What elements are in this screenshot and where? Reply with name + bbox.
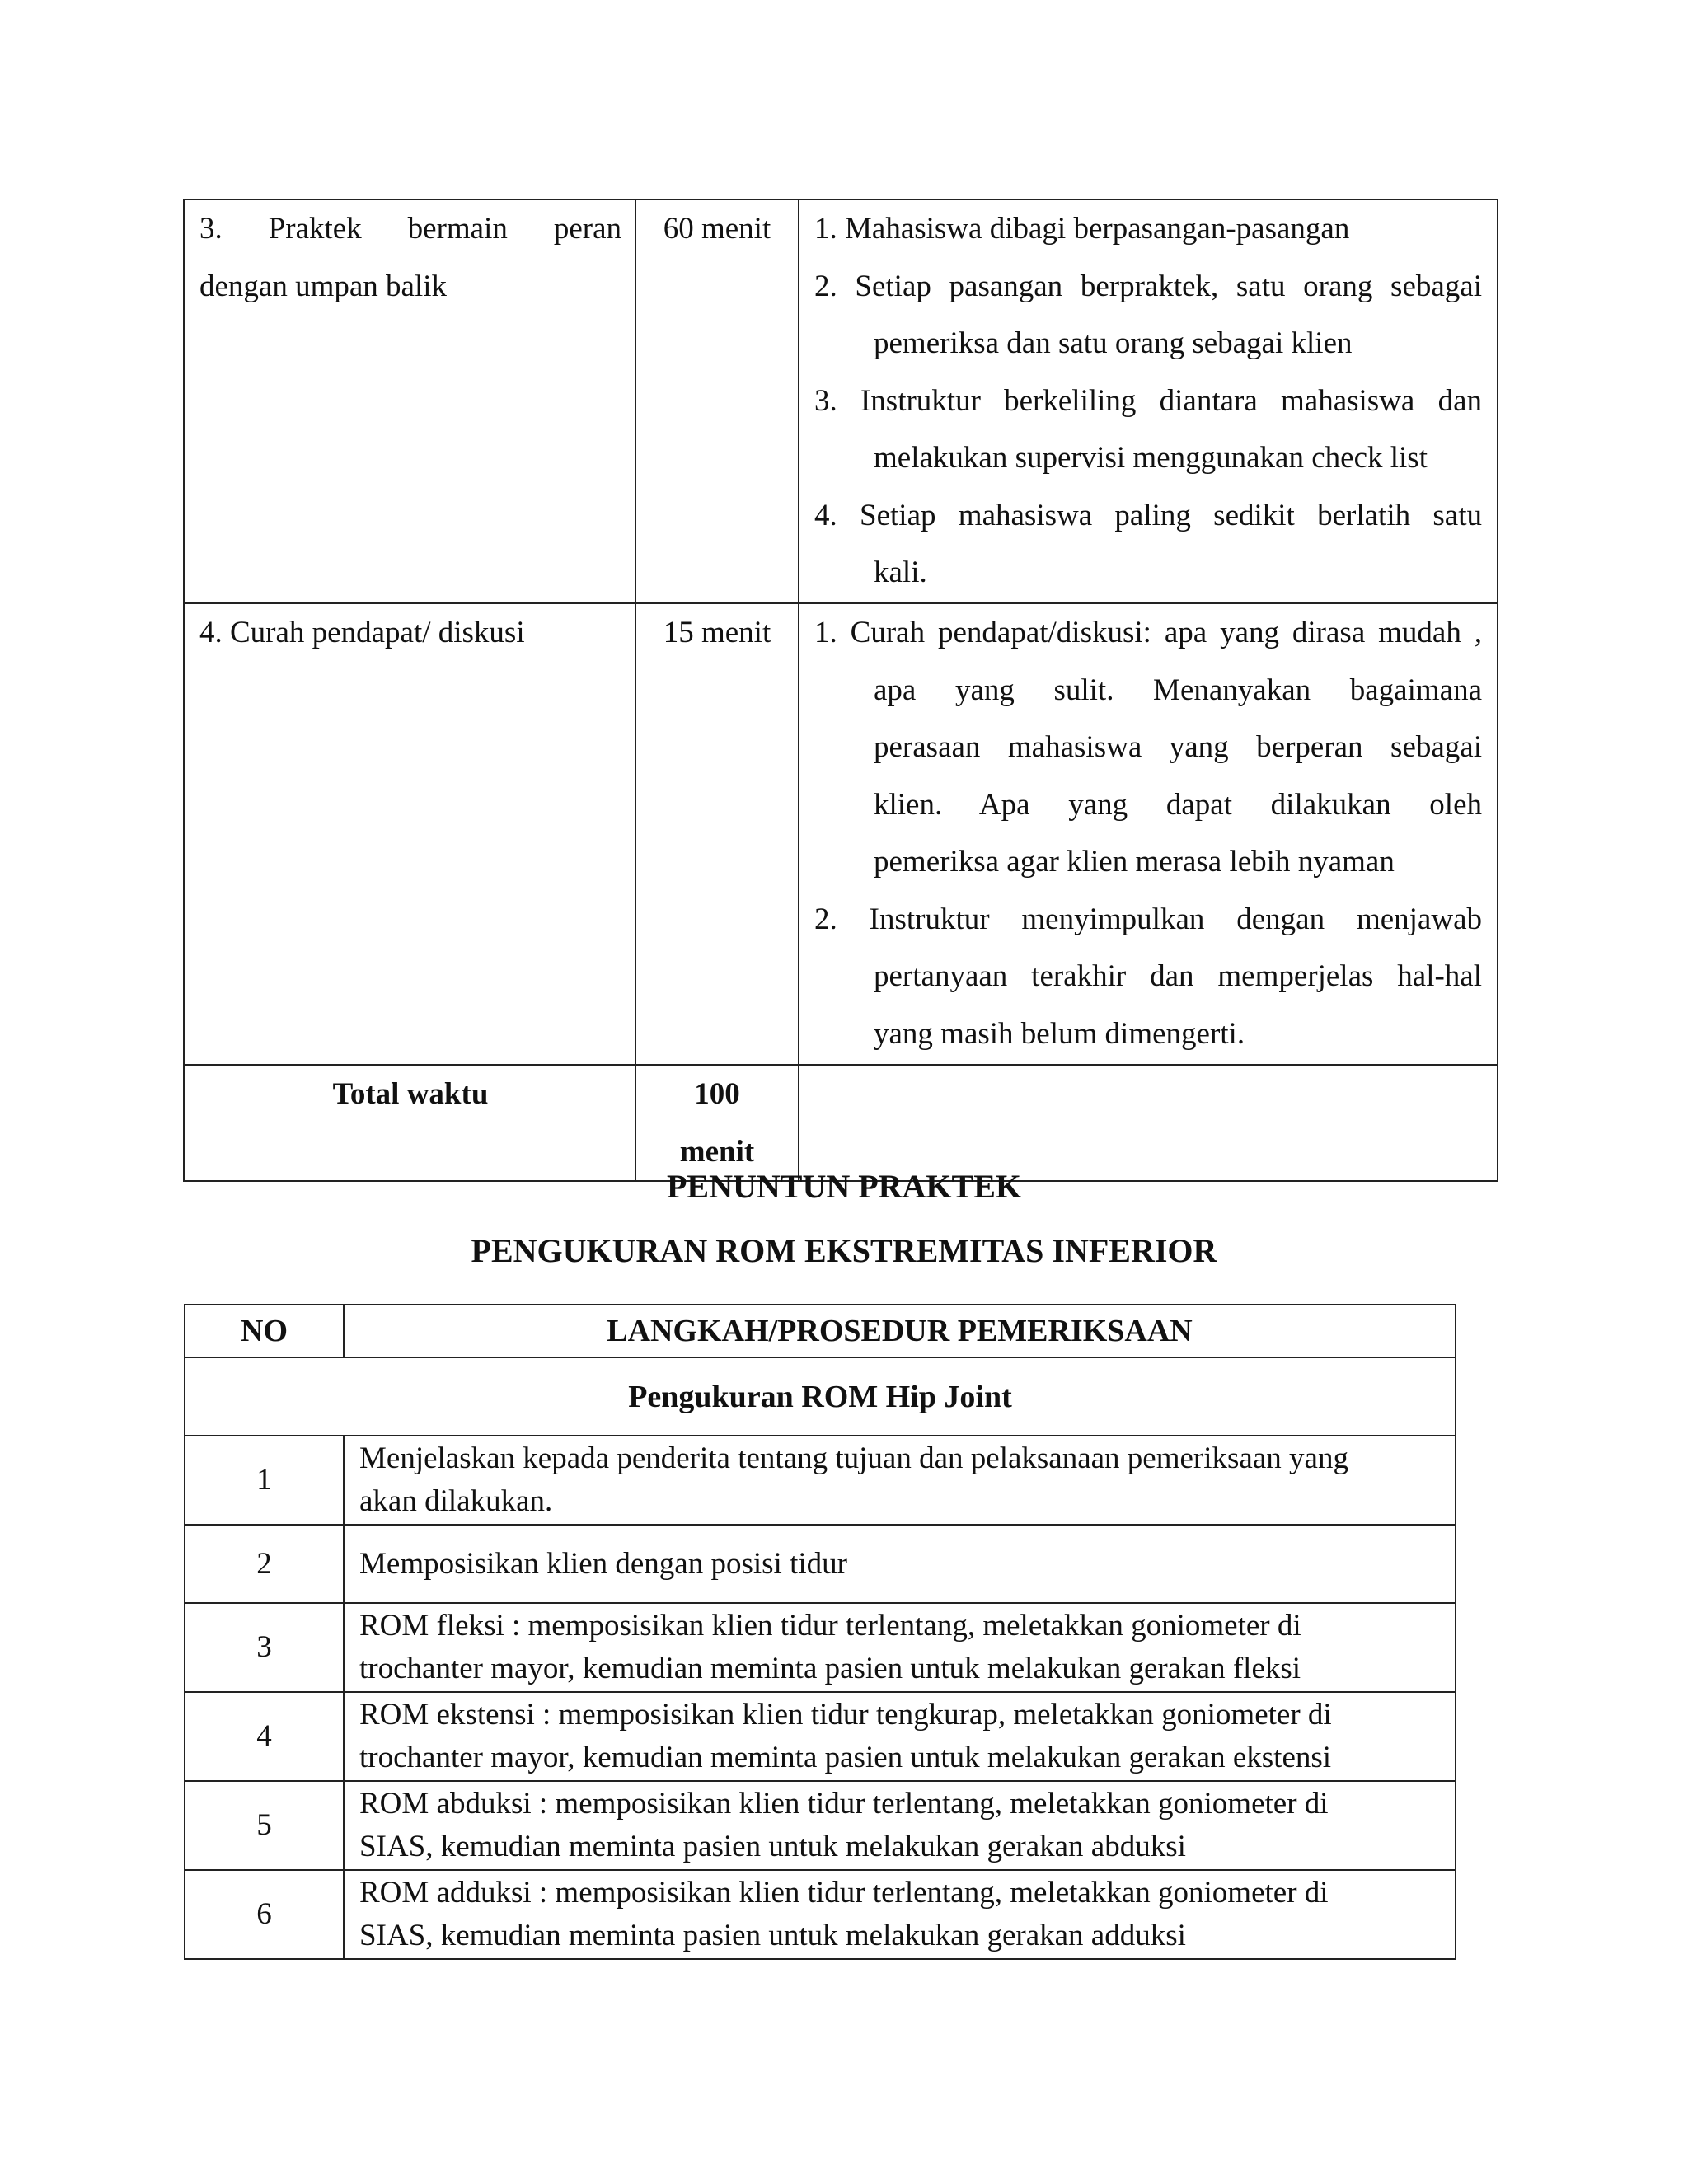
- step-continuation: pertanyaan terakhir dan memperjelas hal-hal: [874, 959, 1482, 993]
- step-description: [344, 1603, 1456, 1692]
- activity-text: 3. Praktek bermain peran: [199, 212, 621, 246]
- step-text: SIAS, kemudian meminta pasien untuk melakukan gerakan adduksi: [359, 1919, 1186, 1952]
- step-continuation: klien. Apa yang dapat dilakukan oleh: [874, 787, 1482, 822]
- step-continuation: pemeriksa agar klien merasa lebih nyaman: [874, 845, 1395, 879]
- step-description: [344, 1781, 1456, 1870]
- step-text: Memposisikan klien dengan posisi tidur: [359, 1546, 847, 1581]
- step-text: ROM abduksi : memposisikan klien tidur terlentang, meletakkan goniometer di: [359, 1787, 1329, 1821]
- activity-table: [183, 199, 1498, 1182]
- step-text: trochanter mayor, kemudian meminta pasien untuk melakukan gerakan ekstensi: [359, 1741, 1332, 1774]
- section-title: Pengukuran ROM Hip Joint: [185, 1357, 1456, 1436]
- table-row: [185, 1436, 1456, 1525]
- step-continuation: melakukan supervisi menggunakan check list: [874, 441, 1428, 475]
- step-text: ROM ekstensi : memposisikan klien tidur tengkurap, meletakkan goniometer di: [359, 1698, 1332, 1732]
- empty-cell: [799, 1065, 1498, 1181]
- step-number: 1: [185, 1436, 344, 1525]
- total-time-value: 100: [694, 1077, 740, 1111]
- step-line: 4. Setiap mahasiswa paling sedikit berlatih satu: [814, 498, 1482, 532]
- total-time-unit: menit: [679, 1134, 755, 1169]
- column-header-no: NO: [185, 1305, 344, 1357]
- step-continuation: pemeriksa dan satu orang sebagai klien: [874, 326, 1353, 360]
- total-row: [184, 1065, 1498, 1181]
- procedure-table: [184, 1304, 1456, 1960]
- step-number: 4: [185, 1692, 344, 1781]
- time-cell: 15 menit: [635, 603, 799, 1065]
- section-row: [185, 1357, 1456, 1436]
- step-line: 2. Instruktur menyimpulkan dengan menjawab: [814, 902, 1482, 936]
- table-header-row: [185, 1305, 1456, 1357]
- total-time-cell: [635, 1065, 799, 1181]
- step-text: trochanter mayor, kemudian meminta pasien untuk melakukan gerakan fleksi: [359, 1652, 1301, 1685]
- step-number: 6: [185, 1870, 344, 1959]
- table-row: [185, 1525, 1456, 1603]
- step-text: Menjelaskan kepada penderita tentang tujuan dan pelaksanaan pemeriksaan yang: [359, 1441, 1348, 1475]
- step-text: ROM fleksi : memposisikan klien tidur terlentang, meletakkan goniometer di: [359, 1609, 1301, 1643]
- time-cell: 60 menit: [635, 199, 799, 603]
- steps-cell: [799, 603, 1498, 1065]
- step-number: 2: [185, 1525, 344, 1603]
- activity-text: dengan umpan balik: [199, 269, 448, 303]
- step-number: 3: [185, 1603, 344, 1692]
- steps-cell: [799, 199, 1498, 603]
- table-row: [185, 1692, 1456, 1781]
- activity-cell: [184, 199, 635, 603]
- activity-row: [184, 603, 1498, 1065]
- table-row: [185, 1603, 1456, 1692]
- step-description: [344, 1870, 1456, 1959]
- step-continuation: perasaan mahasiswa yang berperan sebagai: [874, 730, 1482, 764]
- activity-text: 4. Curah pendapat/ diskusi: [199, 616, 525, 649]
- step-continuation: kali.: [874, 555, 927, 589]
- step-line: 1. Mahasiswa dibagi berpasangan-pasangan: [814, 212, 1350, 246]
- step-description: [344, 1436, 1456, 1525]
- step-text: akan dilakukan.: [359, 1484, 553, 1518]
- step-number: 5: [185, 1781, 344, 1870]
- total-label: Total waktu: [184, 1065, 635, 1181]
- activity-cell: [184, 603, 635, 1065]
- step-line: 1. Curah pendapat/diskusi: apa yang dirasa mudah ,: [814, 616, 1482, 649]
- page-title: PENUNTUN PRAKTEK: [666, 1168, 1022, 1205]
- column-header-step: LANGKAH/PROSEDUR PEMERIKSAAN: [344, 1305, 1456, 1357]
- page-subtitle: PENGUKURAN ROM EKSTREMITAS INFERIOR: [471, 1232, 1217, 1269]
- activity-row: [184, 199, 1498, 603]
- table-row: [185, 1781, 1456, 1870]
- step-continuation: yang masih belum dimengerti.: [874, 1016, 1245, 1051]
- step-line: 2. Setiap pasangan berpraktek, satu orang sebagai: [814, 269, 1482, 303]
- step-line: 3. Instruktur berkeliling diantara mahasiswa dan: [814, 383, 1482, 418]
- step-description: [344, 1692, 1456, 1781]
- table-row: [185, 1870, 1456, 1959]
- step-continuation: apa yang sulit. Menanyakan bagaimana: [874, 673, 1482, 707]
- step-description: [344, 1525, 1456, 1603]
- step-text: SIAS, kemudian meminta pasien untuk melakukan gerakan abduksi: [359, 1830, 1186, 1863]
- step-text: ROM adduksi : memposisikan klien tidur terlentang, meletakkan goniometer di: [359, 1876, 1329, 1910]
